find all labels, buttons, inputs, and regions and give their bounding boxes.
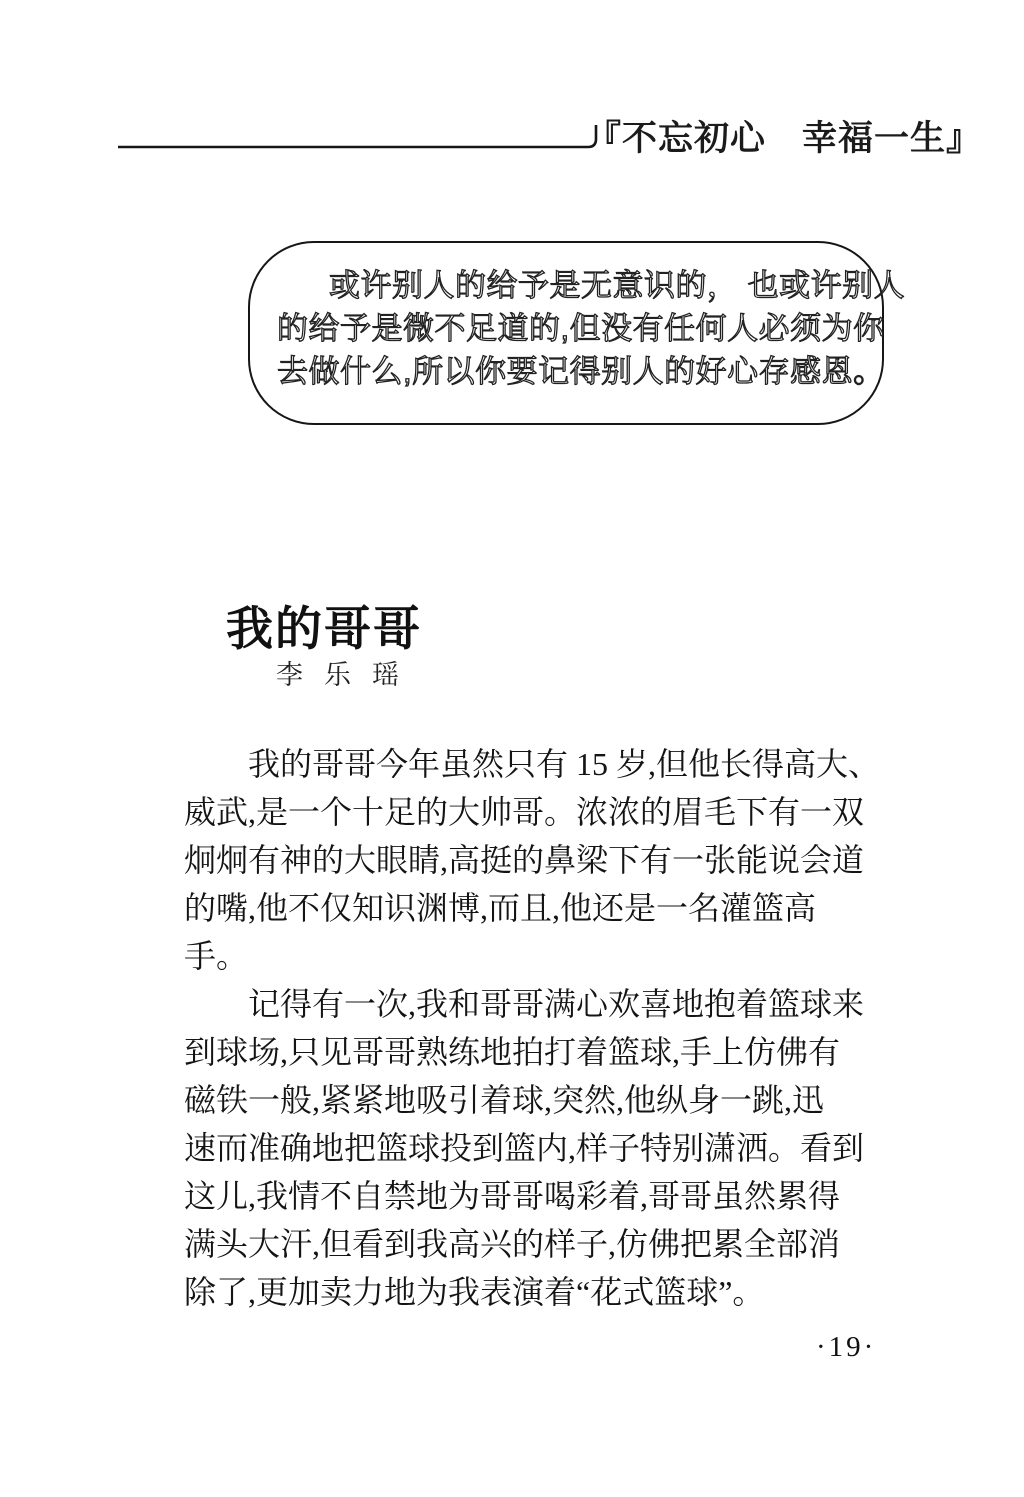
paragraph <box>184 740 904 980</box>
body-line: 手。 <box>184 938 249 974</box>
quote-bubble <box>248 241 906 425</box>
body-line: 威武,是一个十足的大帅哥。浓浓的眉毛下有一双 <box>184 794 865 830</box>
body-line: 这儿,我情不自禁地为哥哥喝彩着,哥哥虽然累得 <box>184 1178 841 1214</box>
article-body <box>184 740 904 1316</box>
quote-line: 的给予是微不足道的,但没有任何人必须为你 <box>277 311 885 346</box>
body-line: 炯炯有神的大眼睛,高挺的鼻梁下有一张能说会道 <box>184 842 865 878</box>
body-line: 记得有一次,我和哥哥满心欢喜地抱着篮球来 <box>248 986 865 1022</box>
body-line: 我的哥哥今年虽然只有 15 岁,但他长得高大、 <box>248 746 881 782</box>
body-line: 的嘴,他不仅知识渊博,而且,他还是一名灌篮高 <box>184 890 817 926</box>
article-title: 我的哥哥 <box>226 604 422 656</box>
body-line: 速而准确地把篮球投到篮内,样子特别潇洒。看到 <box>184 1130 865 1166</box>
article-author: 李乐瑶 <box>276 660 420 690</box>
quote-line: 或许别人的给予是无意识的， 也或许别人 <box>329 268 906 303</box>
header-rule <box>116 118 608 152</box>
paragraph <box>184 980 904 1316</box>
quote-line: 去做什么,所以你要记得别人的好心存感恩。 <box>277 354 885 389</box>
page-number: ·19· <box>816 1331 877 1363</box>
header-running-title: 『不忘初心 幸福一生』 <box>586 119 983 158</box>
body-line: 满头大汗,但看到我高兴的样子,仿佛把累全部消 <box>184 1226 841 1262</box>
body-line: 磁铁一般,紧紧地吸引着球,突然,他纵身一跳,迅 <box>184 1082 825 1118</box>
body-line: 除了,更加卖力地为我表演着“花式篮球”。 <box>184 1274 765 1310</box>
body-line: 到球场,只见哥哥熟练地拍打着篮球,手上仿佛有 <box>184 1034 841 1070</box>
